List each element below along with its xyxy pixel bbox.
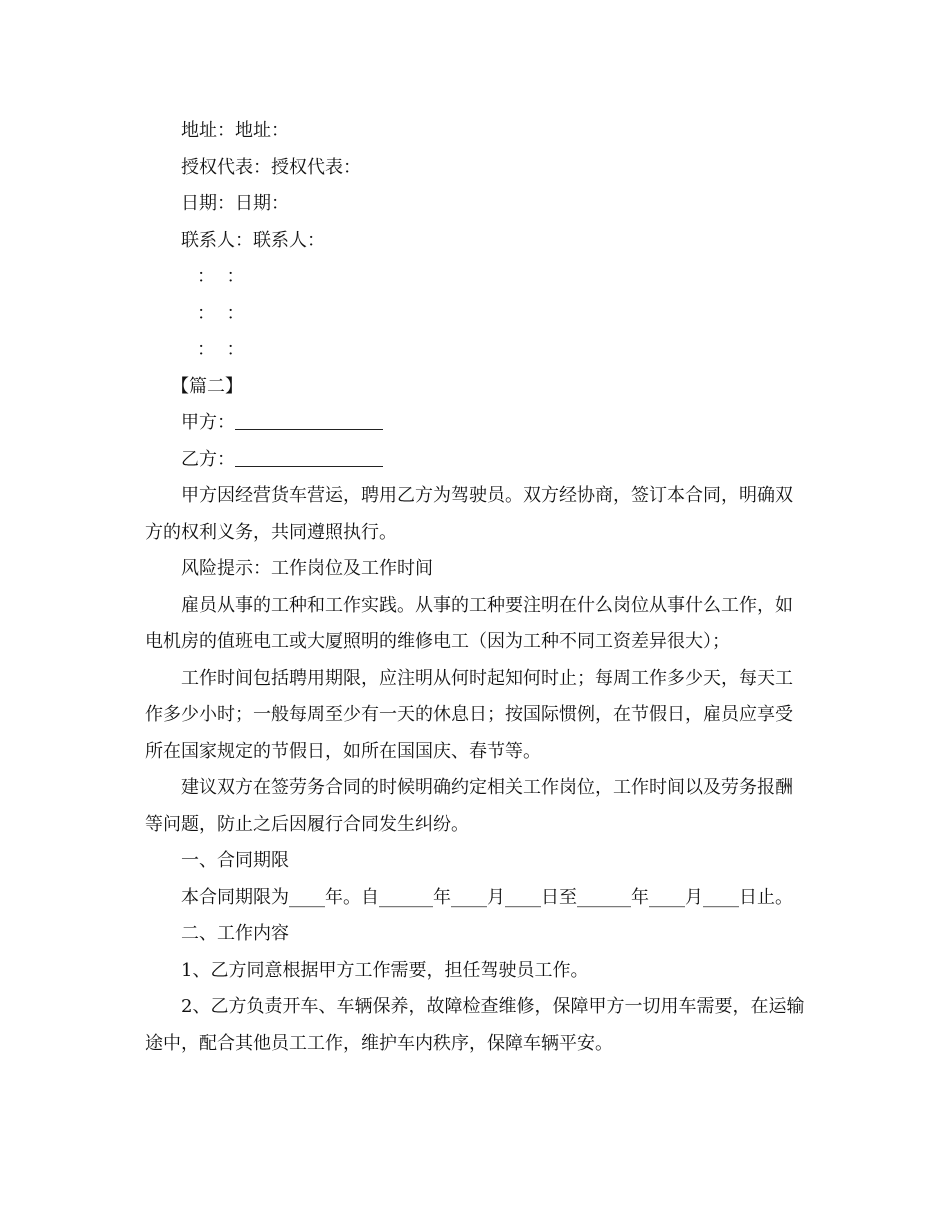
document-body bbox=[145, 113, 810, 1062]
party-b-label: 乙方： bbox=[181, 448, 235, 470]
party-b-line bbox=[145, 442, 810, 479]
party-a-label: 甲方： bbox=[181, 412, 235, 433]
work-item-2: 2、乙方负责开车、车辆保养，故障检查维修，保障甲方一切用车需要，在运输途中，配合其他员工工作，维护车内秩序，保障车辆平安。 bbox=[145, 996, 805, 1054]
risk-paragraph-1: 雇员从事的工种和工作实践。从事的工种要注明在什么岗位从事什么工作，如电机房的值班电工或大厦照明的维修电工（因为工种不同工资差异很大）； bbox=[145, 594, 793, 652]
address-line: 地址：地址： bbox=[181, 120, 289, 141]
risk-paragraph-3: 建议双方在签劳务合同的时候明确约定相关工作岗位，工作时间以及劳务报酬等问题，防止之后因履行合同发生纠纷。 bbox=[145, 777, 793, 835]
contract-term-paragraph: 本合同期限为____年。自______年____月____日至______年____月____日止。 bbox=[181, 886, 793, 908]
party-a-blank bbox=[235, 411, 383, 430]
work-item-1: 1、乙方同意根据甲方工作需要，担任驾驶员工作。 bbox=[181, 959, 589, 981]
authorized-representative-line: 授权代表：授权代表： bbox=[181, 156, 361, 178]
intro-paragraph: 甲方因经营货车营运，聘用乙方为驾驶员。双方经协商，签订本合同，明确双方的权利义务，共同遵照执行。 bbox=[145, 485, 793, 543]
section-title: 【篇二】 bbox=[171, 375, 243, 397]
risk-paragraph-2: 工作时间包括聘用期限，应注明从何时起知何时止；每周工作多少天，每天工作多少小时；一般每周至少有一天的休息日；按国际惯例，在节假日，雇员应享受所在国家规定的节假日，如所在国国庆、春节等。 bbox=[145, 667, 793, 762]
heading-contract-term: 一、合同期限 bbox=[181, 850, 289, 871]
risk-hint-heading: 风险提示：工作岗位及工作时间 bbox=[181, 558, 433, 579]
heading-work-content: 二、工作内容 bbox=[181, 923, 289, 944]
colon-line: ： ： bbox=[197, 302, 245, 324]
colon-line: ： ： bbox=[197, 266, 245, 287]
colon-line: ： ： bbox=[197, 339, 245, 360]
party-b-blank bbox=[235, 448, 383, 467]
party-a-line bbox=[145, 405, 810, 442]
contact-line: 联系人：联系人： bbox=[181, 229, 325, 251]
date-line: 日期：日期： bbox=[181, 193, 289, 214]
